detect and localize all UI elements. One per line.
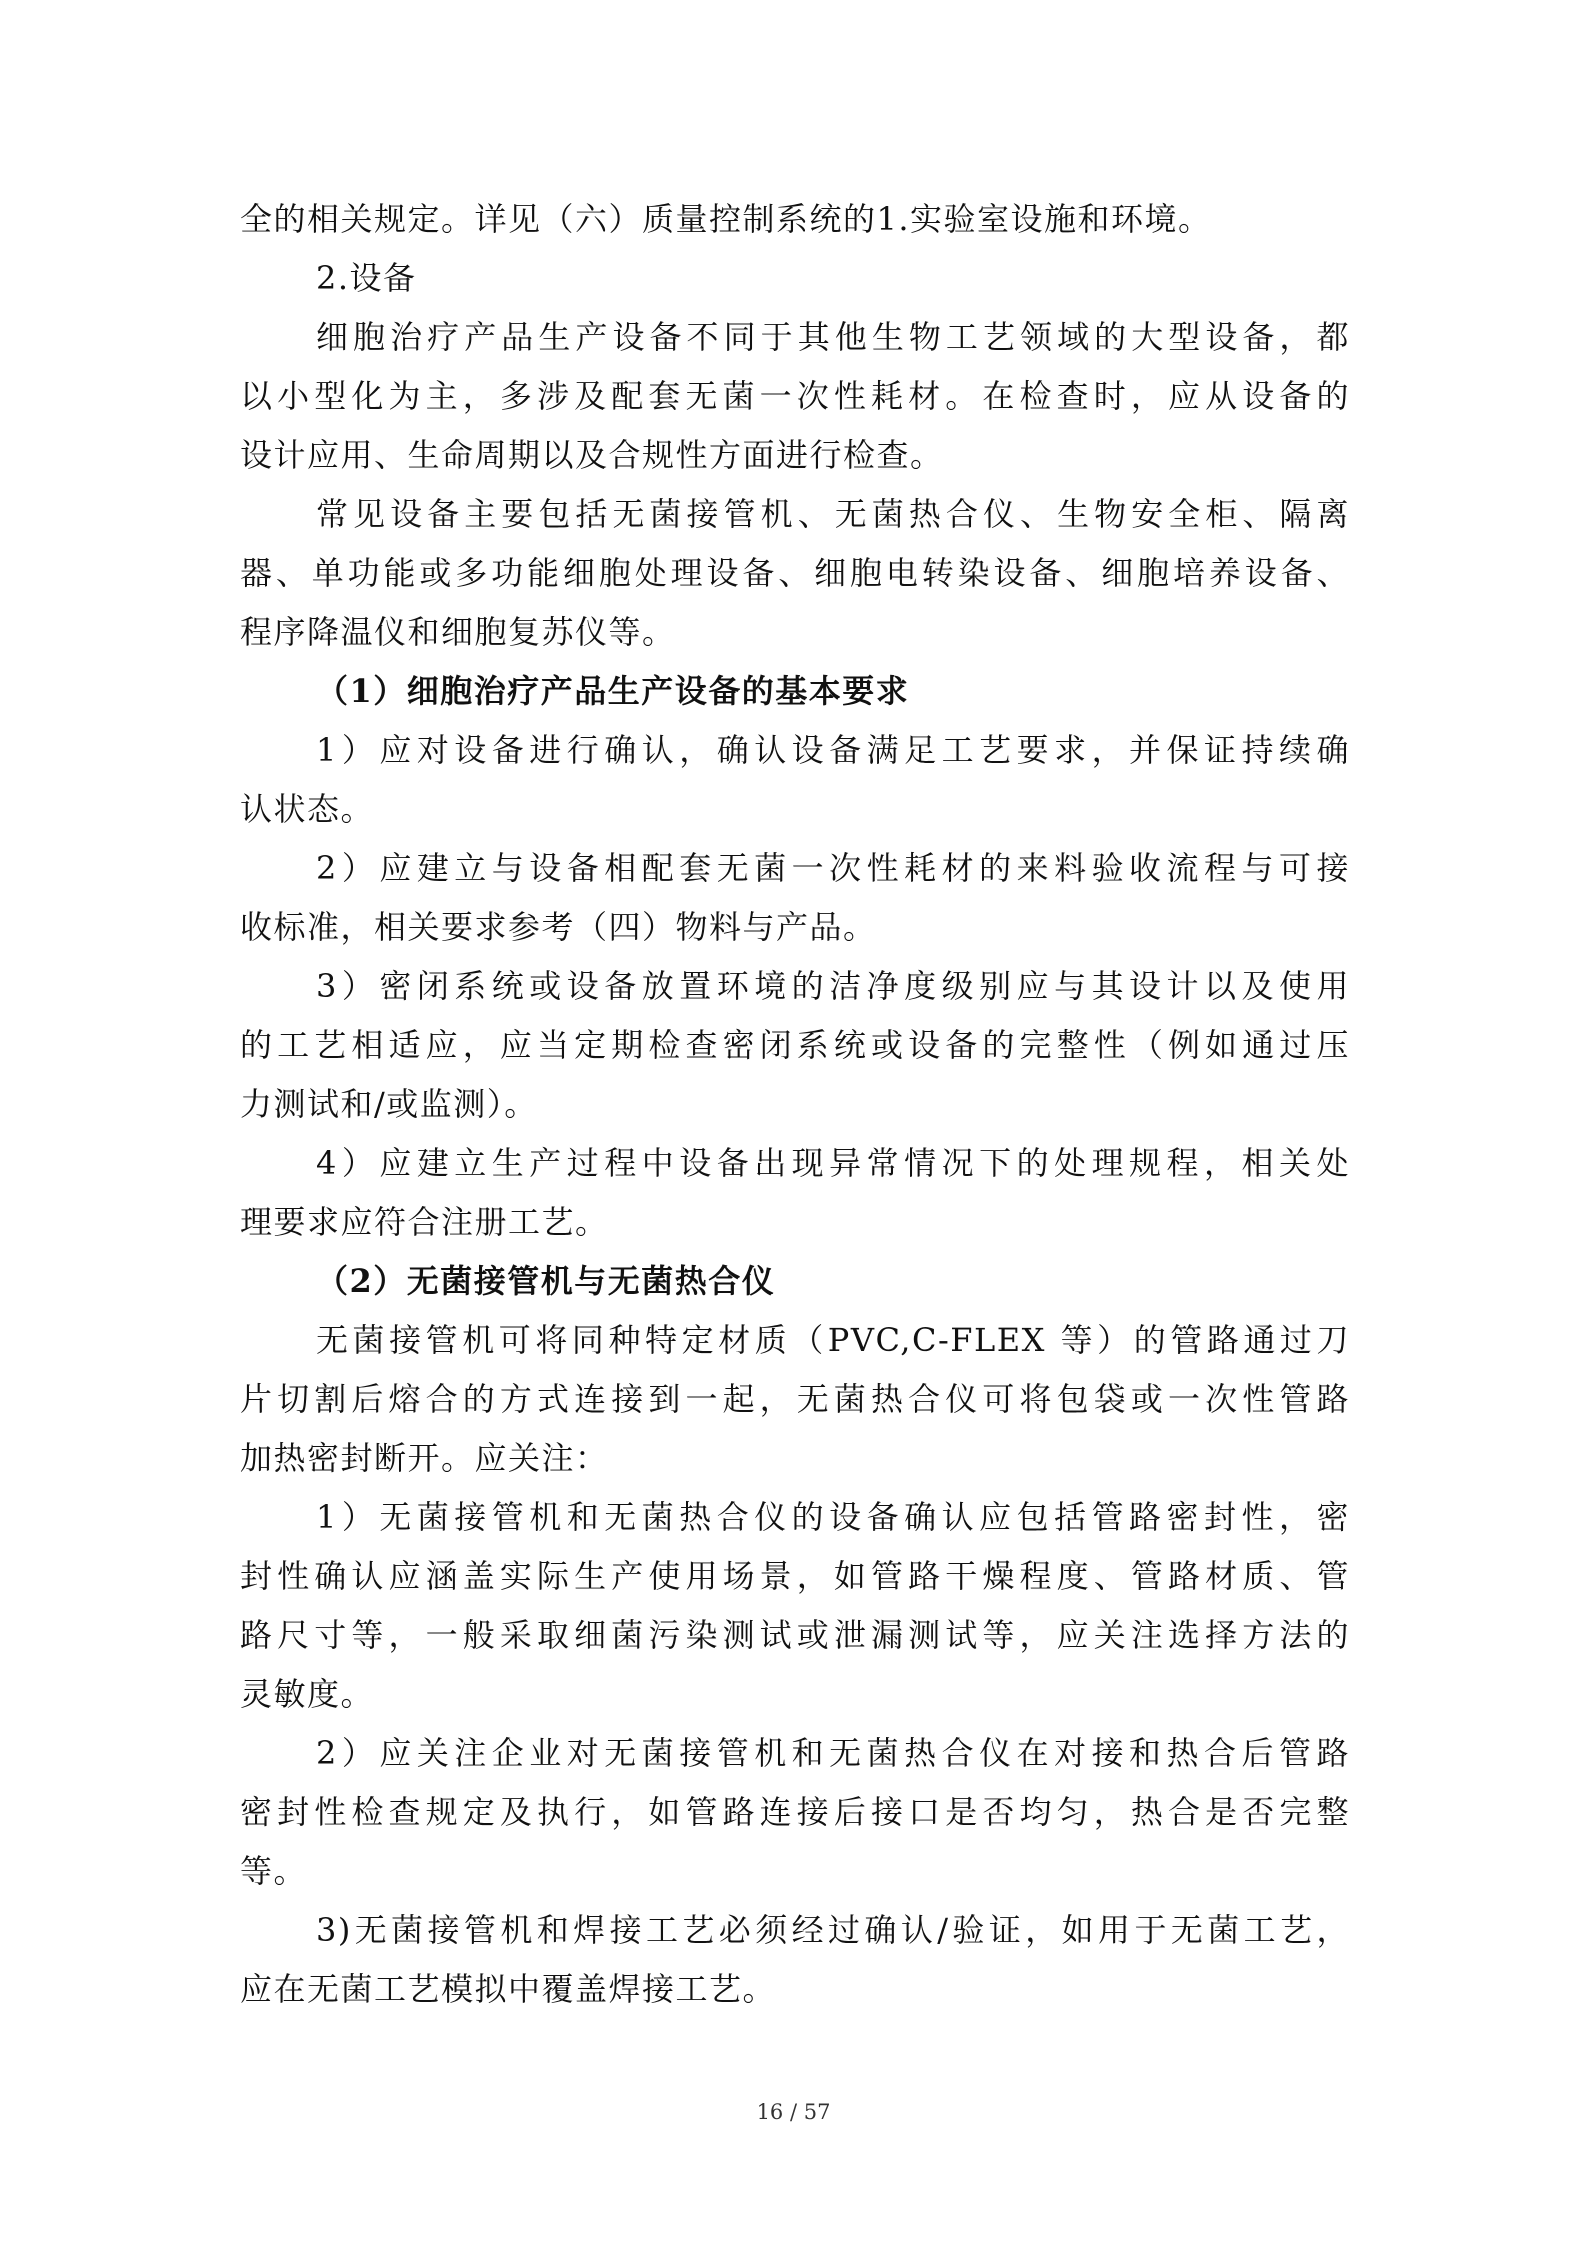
text-line: 器、单功能或多功能细胞处理设备、细胞电转染设备、细胞培养设备、 [240, 554, 1350, 592]
text-line: 收标准，相关要求参考（四）物料与产品。 [240, 908, 877, 946]
text-line: 1）无菌接管机和无菌热合仪的设备确认应包括管路密封性，密 [316, 1498, 1350, 1536]
text-line: 路尺寸等，一般采取细菌污染测试或泄漏测试等，应关注选择方法的 [240, 1616, 1350, 1654]
text-line: 3)无菌接管机和焊接工艺必须经过确认/验证，如用于无菌工艺， [316, 1911, 1350, 1949]
text-line: 封性确认应涵盖实际生产使用场景，如管路干燥程度、管路材质、管 [240, 1557, 1350, 1595]
text-line: 3）密闭系统或设备放置环境的洁净度级别应与其设计以及使用 [316, 967, 1350, 1005]
document-body [240, 190, 1350, 2019]
text-line: 4）应建立生产过程中设备出现异常情况下的处理规程，相关处 [316, 1144, 1350, 1182]
text-line: 无菌接管机可将同种特定材质（PVC,C-FLEX 等）的管路通过刀 [316, 1321, 1350, 1359]
text-line: 以小型化为主，多涉及配套无菌一次性耗材。在检查时，应从设备的 [240, 377, 1350, 415]
text-line: 认状态。 [240, 790, 375, 828]
text-line: 2）应关注企业对无菌接管机和无菌热合仪在对接和热合后管路 [316, 1734, 1350, 1772]
text-line: 等。 [240, 1852, 308, 1890]
section-heading: （1）细胞治疗产品生产设备的基本要求 [316, 672, 910, 710]
text-line: 加热密封断开。应关注： [240, 1439, 609, 1477]
text-line: 细胞治疗产品生产设备不同于其他生物工艺领域的大型设备，都 [316, 318, 1350, 356]
text-line: 应在无菌工艺模拟中覆盖焊接工艺。 [240, 1970, 777, 2008]
text-line: 程序降温仪和细胞复苏仪等。 [240, 613, 676, 651]
text-line: 力测试和/或监测）。 [240, 1085, 538, 1123]
text-line: 1）应对设备进行确认，确认设备满足工艺要求，并保证持续确 [316, 731, 1350, 769]
text-line: 灵敏度。 [240, 1675, 375, 1713]
text-line: 片切割后熔合的方式连接到一起，无菌热合仪可将包袋或一次性管路 [240, 1380, 1350, 1418]
text-line: 2）应建立与设备相配套无菌一次性耗材的来料验收流程与可接 [316, 849, 1350, 887]
text-line: 密封性检查规定及执行，如管路连接后接口是否均匀，热合是否完整 [240, 1793, 1350, 1831]
text-line: 全的相关规定。详见（六）质量控制系统的1.实验室设施和环境。 [240, 200, 1212, 238]
text-line: 的工艺相适应，应当定期检查密闭系统或设备的完整性（例如通过压 [240, 1026, 1350, 1064]
text-line: 设计应用、生命周期以及合规性方面进行检查。 [240, 436, 944, 474]
section-heading: （2）无菌接管机与无菌热合仪 [316, 1262, 776, 1300]
text-line: 2.设备 [316, 259, 417, 297]
text-line: 理要求应符合注册工艺。 [240, 1203, 609, 1241]
page-number: 16 / 57 [756, 2100, 831, 2124]
text-line: 常见设备主要包括无菌接管机、无菌热合仪、生物安全柜、隔离 [316, 495, 1350, 533]
